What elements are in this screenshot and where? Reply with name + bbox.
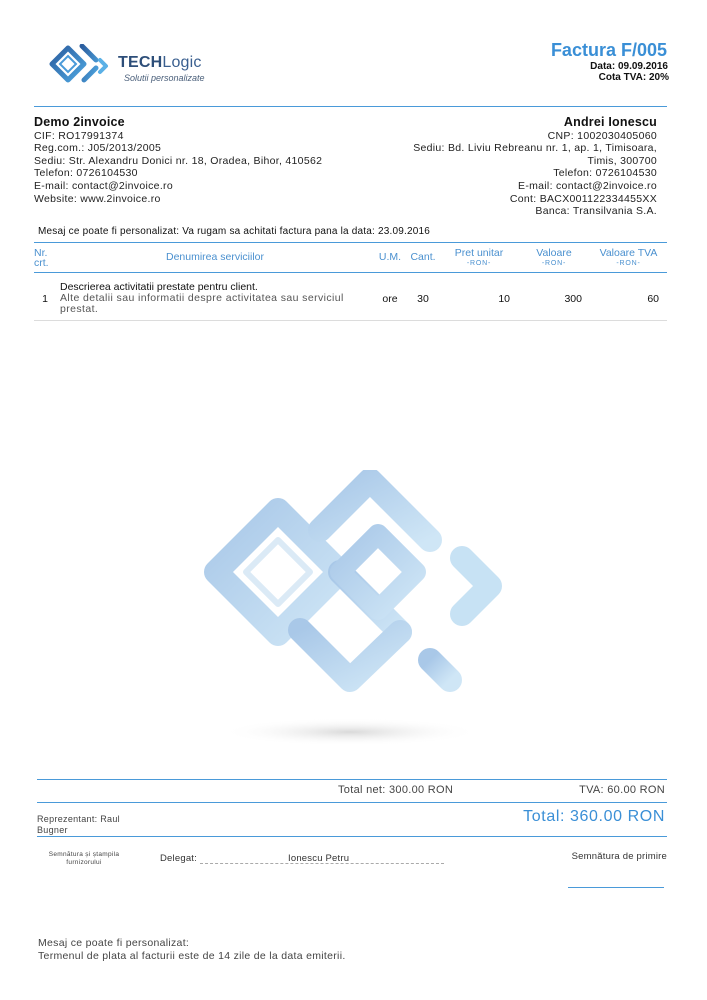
header-nr-line2: crt. [34, 257, 49, 269]
header-vat-value-label: Valoare TVA [599, 247, 658, 259]
header-um: U.M. [374, 243, 406, 273]
footer-line-1: Mesaj ce poate fi personalizat: [38, 937, 190, 949]
seller-reg: Reg.com.: J05/2013/2005 [34, 142, 162, 155]
buyer-account: Cont: BACX001122334455XX [509, 192, 657, 205]
totals-top-divider [37, 779, 667, 780]
total-vat: TVA: 60.00 RON [579, 784, 665, 796]
header-unit-price-label: Pret unitar [454, 247, 504, 259]
seller-address: Sediu: Str. Alexandru Donici nr. 18, Oradea, Bihor, 410562 [34, 154, 323, 167]
header-divider [34, 106, 667, 107]
brand-name-bold: TECH [118, 54, 163, 71]
supplier-signature-label: Semnătura și ștampila furnizorului [48, 851, 120, 866]
row-vat: 60 [590, 273, 667, 321]
payment-message: Mesaj ce poate fi personalizat: Va rugam sa achitati factura pana la data: 23.09.2016 [38, 226, 431, 237]
seller-email: E-mail: contact@2invoice.ro [34, 179, 173, 192]
totals-bottom-divider [37, 836, 667, 837]
buyer-email: E-mail: contact@2invoice.ro [518, 179, 657, 192]
buyer-block [337, 116, 657, 218]
seller-phone: Telefon: 0726104530 [34, 167, 138, 180]
seller-block [34, 116, 324, 205]
items-table [34, 242, 667, 321]
receiver-signature-line [568, 887, 664, 888]
header-unit-price-currency: -RON- [466, 260, 492, 267]
row-nr: 1 [34, 273, 56, 321]
buyer-bank: Banca: Transilvania S.A. [535, 205, 657, 218]
row-unit-price: 10 [440, 273, 518, 321]
invoice-date: Data: 09.09.2016 [590, 61, 668, 72]
totals-middle-divider [37, 802, 667, 803]
invoice-vat-rate: Cota TVA: 20% [598, 72, 669, 83]
techlogic-logo-icon [48, 44, 110, 86]
header-nr-line1: Nr. [34, 247, 48, 259]
buyer-phone: Telefon: 0726104530 [553, 167, 657, 180]
header-service-name: Denumirea serviciilor [56, 243, 374, 273]
buyer-name: Andrei Ionescu [563, 115, 657, 129]
row-qty: 30 [406, 273, 440, 321]
brand-tagline: Solutii personalizate [124, 73, 205, 83]
buyer-address: Sediu: Bd. Liviu Rebreanu nr. 1, ap. 1, Timisoara, Timis, 300700 [413, 142, 657, 167]
logo-watermark-icon [190, 470, 520, 770]
row-um: ore [374, 273, 406, 321]
brand-name-light: Logic [162, 54, 202, 71]
row-description-title: Descrierea activitatii prestate pentru client. [60, 281, 258, 293]
total-net: Total net: 300.00 RON [338, 784, 454, 796]
receiver-signature-label: Semnătura de primire [571, 851, 667, 862]
row-value: 300 [518, 273, 590, 321]
header-value [518, 243, 590, 273]
brand-name [118, 54, 202, 72]
header-vat-value [590, 243, 667, 273]
header-unit-price [440, 243, 518, 273]
row-description-detail: Alte detalii sau informatii despre activitatea sau serviciul prestat. [60, 292, 344, 315]
footer-message [38, 937, 346, 963]
delegate-signature-line [200, 863, 444, 864]
header-value-label: Valoare [536, 247, 572, 259]
header-vat-value-currency: -RON- [616, 260, 641, 267]
seller-name: Demo 2invoice [34, 115, 125, 129]
invoice-title: Factura F/005 [550, 40, 667, 60]
delegate-name: Ionescu Petru [288, 853, 350, 864]
seller-website: Website: www.2invoice.ro [34, 192, 161, 205]
seller-cif: CIF: RO17991374 [34, 129, 124, 142]
table-row [34, 273, 667, 321]
header-value-currency: -RON- [541, 260, 567, 267]
table-header-row [34, 243, 667, 273]
header-qty: Cant. [406, 243, 440, 273]
footer-line-2: Termenul de plata al facturii este de 14 zile de la data emiterii. [38, 950, 346, 962]
delegate-label: Delegat: [160, 853, 197, 864]
representative: Reprezentant: Raul Bugner [37, 814, 120, 835]
buyer-cnp: CNP: 1002030405060 [547, 129, 657, 142]
header-nr [34, 243, 56, 273]
row-description [56, 273, 374, 321]
total-grand: Total: 360.00 RON [523, 808, 665, 825]
